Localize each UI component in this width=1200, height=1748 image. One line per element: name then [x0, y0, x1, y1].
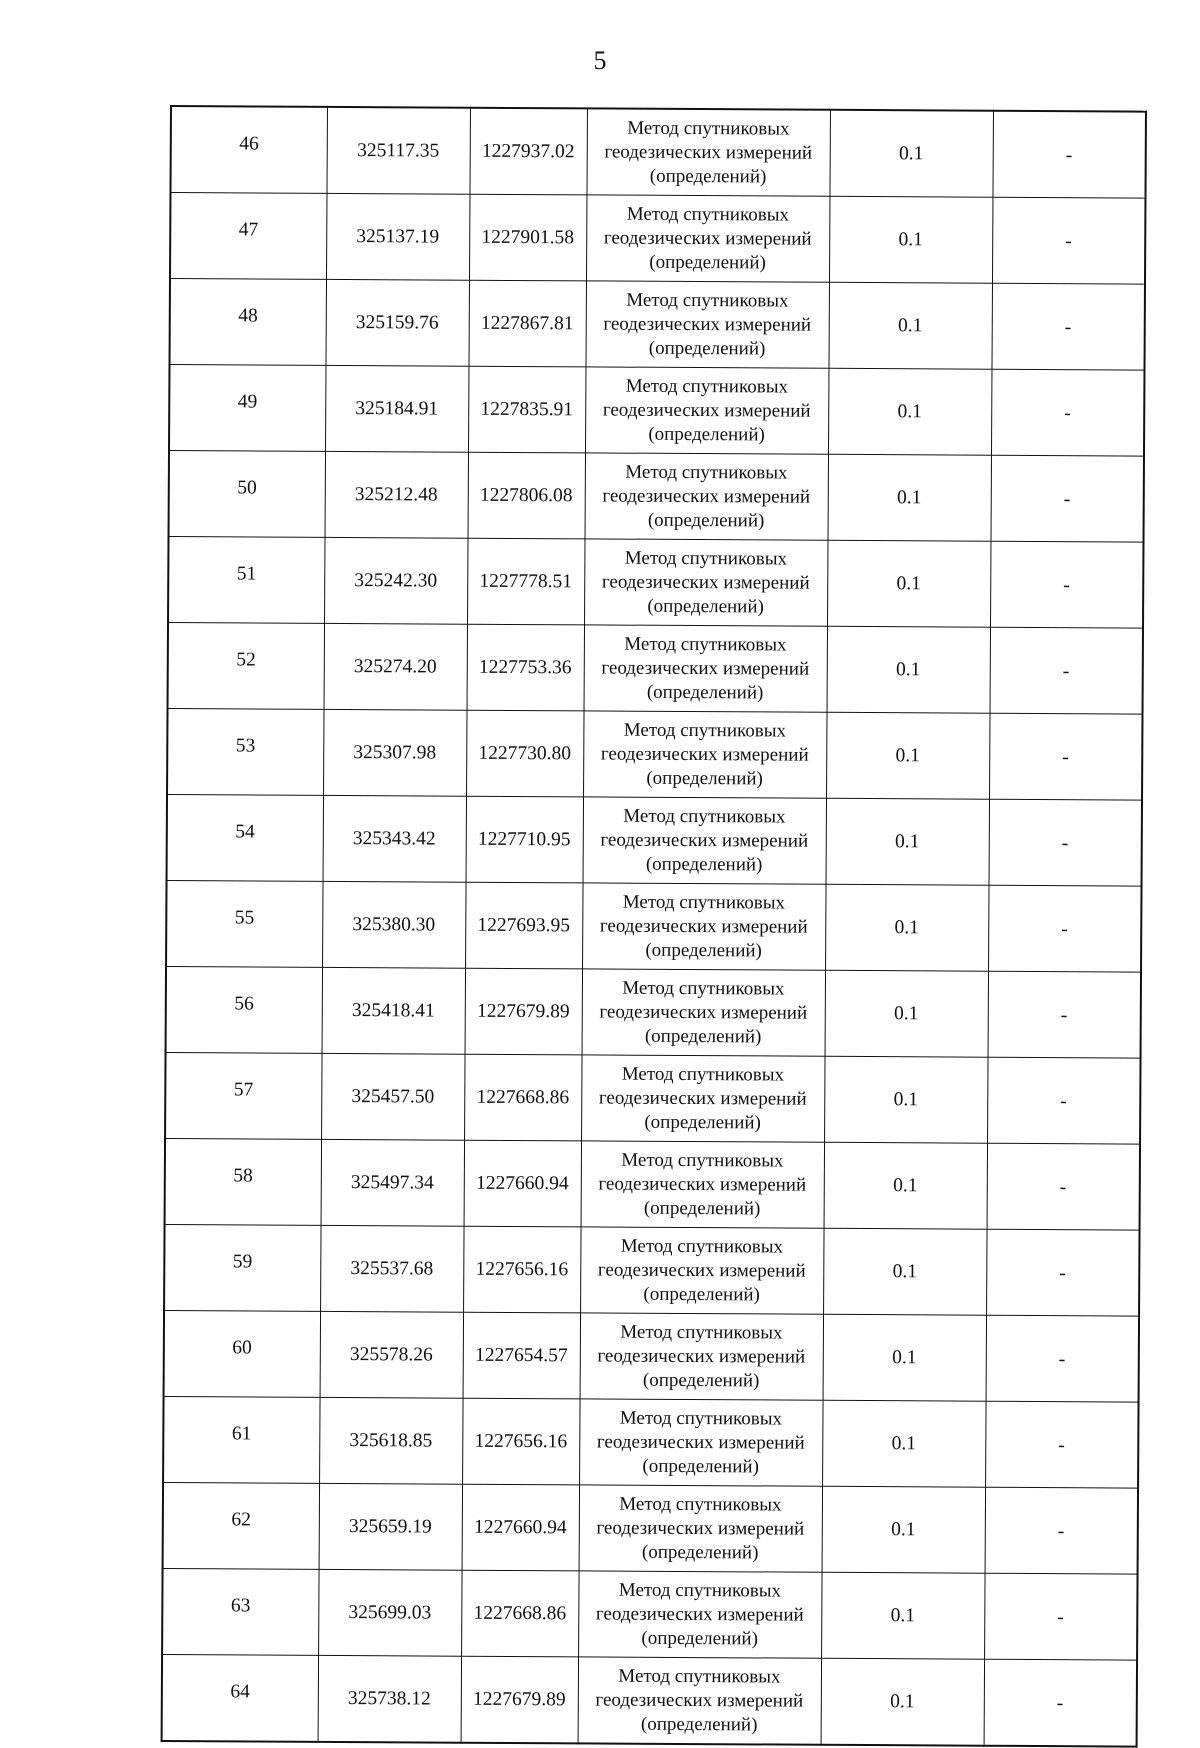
method-cell	[585, 281, 828, 368]
method-line-1: Метод спутниковых	[620, 1321, 783, 1344]
method-cell	[578, 1571, 821, 1658]
y-coordinate-cell: 1227654.57	[463, 1312, 580, 1399]
method-line-1: Метод спутниковых	[624, 633, 787, 656]
x-coordinate-cell: 325497.34	[321, 1139, 464, 1226]
coordinates-table	[161, 105, 1147, 1748]
x-coordinate-cell: 325184.91	[325, 365, 468, 452]
page-number: 5	[593, 46, 607, 75]
x-coordinate-cell: 325699.03	[318, 1569, 461, 1656]
x-coordinate-cell: 325738.12	[318, 1655, 461, 1742]
x-coordinate-cell: 325307.98	[323, 709, 466, 796]
accuracy-cell: 0.1	[823, 1228, 986, 1315]
table-row	[163, 1396, 1138, 1488]
method-cell	[578, 1657, 821, 1745]
y-coordinate-cell: 1227656.16	[463, 1226, 580, 1313]
method-line-2: геодезических измерений	[597, 1344, 806, 1368]
method-line-1: Метод спутниковых	[623, 719, 787, 742]
method-line-1: Метод спутниковых	[621, 1149, 784, 1172]
y-coordinate-cell: 1227679.89	[465, 968, 582, 1055]
x-coordinate-cell: 325159.76	[326, 279, 469, 366]
x-coordinate-cell: 325618.85	[319, 1397, 462, 1484]
accuracy-cell: 0.1	[827, 626, 990, 713]
x-coordinate-cell: 325578.26	[320, 1311, 463, 1398]
y-coordinate-cell: 1227753.36	[467, 624, 584, 711]
method-line-2: геодезических измерений	[597, 1258, 806, 1282]
y-coordinate-cell: 1227806.08	[468, 452, 585, 539]
method-line-2: геодезических измерений	[596, 1516, 805, 1540]
accuracy-cell: 0.1	[825, 970, 988, 1057]
point-number-cell: 54	[167, 794, 323, 881]
method-line-3: (определений)	[645, 853, 763, 875]
table-row	[170, 193, 1145, 285]
table-row	[165, 1052, 1140, 1144]
method-cell	[586, 108, 829, 196]
accuracy-cell: 0.1	[828, 282, 991, 369]
method-line-1: Метод спутниковых	[625, 375, 789, 398]
x-coordinate-cell: 325659.19	[319, 1483, 462, 1570]
method-cell	[581, 1055, 824, 1142]
table-row	[165, 1138, 1140, 1230]
method-line-2: геодезических измерений	[601, 656, 810, 680]
table-row	[162, 1654, 1137, 1746]
table-row	[167, 708, 1142, 800]
method-line-3: (определений)	[640, 1713, 758, 1735]
method-line-2: геодезических измерений	[602, 484, 811, 508]
y-coordinate-cell: 1227656.16	[462, 1398, 579, 1485]
point-number-cell: 64	[162, 1654, 318, 1741]
method-line-1: Метод спутниковых	[620, 1235, 784, 1258]
x-coordinate-cell: 325117.35	[326, 107, 469, 194]
method-cell	[579, 1485, 822, 1572]
y-coordinate-cell: 1227660.94	[462, 1484, 579, 1571]
note-cell: -	[986, 1229, 1139, 1316]
method-line-2: геодезических измерений	[595, 1602, 804, 1626]
table-row	[169, 365, 1144, 457]
method-line-2: геодезических измерений	[602, 398, 811, 422]
accuracy-cell: 0.1	[827, 540, 990, 627]
accuracy-cell: 0.1	[822, 1486, 985, 1573]
x-coordinate-cell: 325457.50	[321, 1053, 464, 1140]
method-line-2: геодезических измерений	[595, 1688, 804, 1712]
note-cell: -	[984, 1659, 1137, 1746]
note-cell: -	[991, 283, 1144, 370]
accuracy-cell: 0.1	[828, 368, 991, 455]
table-row	[166, 880, 1141, 972]
method-cell	[585, 453, 828, 540]
point-number-cell: 59	[164, 1224, 320, 1311]
point-number-cell: 58	[165, 1138, 321, 1225]
y-coordinate-cell: 1227867.81	[469, 280, 586, 367]
table-row	[168, 536, 1143, 628]
method-line-2: геодезических измерений	[600, 742, 809, 766]
method-line-3: (определений)	[644, 1111, 761, 1133]
method-line-2: геодезических измерений	[603, 312, 812, 336]
point-number-cell: 51	[168, 536, 324, 623]
point-number-cell: 55	[166, 880, 322, 967]
table-row	[169, 451, 1144, 543]
point-number-cell: 50	[169, 451, 325, 538]
coordinates-table-wrap	[161, 105, 1147, 1748]
method-line-3: (определений)	[642, 1369, 760, 1391]
table-body	[162, 106, 1146, 1747]
method-line-3: (определений)	[645, 939, 762, 961]
method-line-3: (определений)	[646, 681, 764, 703]
note-cell: -	[990, 627, 1143, 714]
table-row	[167, 794, 1142, 886]
y-coordinate-cell: 1227778.51	[467, 538, 584, 625]
method-line-2: геодезических измерений	[599, 1000, 808, 1024]
accuracy-cell: 0.1	[826, 798, 989, 885]
method-line-1: Метод спутниковых	[626, 203, 790, 226]
method-line-1: Метод спутниковых	[622, 977, 785, 1000]
x-coordinate-cell: 325380.30	[322, 881, 465, 968]
point-number-cell: 48	[170, 279, 326, 366]
y-coordinate-cell: 1227937.02	[469, 108, 586, 195]
method-line-1: Метод спутниковых	[627, 117, 790, 140]
note-cell: -	[989, 713, 1142, 800]
table-row	[162, 1568, 1137, 1660]
method-line-2: геодезических измерений	[600, 828, 809, 852]
method-cell	[579, 1399, 822, 1486]
accuracy-cell: 0.1	[824, 1056, 987, 1143]
y-coordinate-cell: 1227668.86	[464, 1054, 581, 1141]
x-coordinate-cell: 325274.20	[324, 623, 467, 710]
method-cell	[585, 367, 828, 454]
accuracy-cell: 0.1	[825, 884, 988, 971]
y-coordinate-cell: 1227668.86	[461, 1570, 578, 1657]
method-line-3: (определений)	[644, 1025, 762, 1047]
point-number-cell: 62	[163, 1482, 319, 1569]
method-cell	[582, 969, 825, 1056]
method-line-3: (определений)	[648, 337, 766, 359]
point-number-cell: 61	[163, 1396, 319, 1483]
method-line-3: (определений)	[648, 423, 765, 445]
note-cell: -	[988, 885, 1141, 972]
note-cell: -	[990, 541, 1143, 628]
method-line-3: (определений)	[642, 1455, 759, 1477]
method-cell	[583, 711, 826, 798]
method-line-1: Метод спутниковых	[623, 805, 786, 828]
x-coordinate-cell: 325537.68	[320, 1225, 463, 1312]
method-line-1: Метод спутниковых	[621, 1063, 785, 1086]
method-line-3: (определений)	[643, 1197, 761, 1219]
table-row	[164, 1310, 1139, 1402]
x-coordinate-cell: 325418.41	[322, 967, 465, 1054]
method-line-2: геодезических измерений	[596, 1430, 805, 1454]
method-line-3: (определений)	[647, 595, 764, 617]
point-number-cell: 63	[162, 1568, 318, 1655]
x-coordinate-cell: 325137.19	[326, 193, 469, 280]
method-line-2: геодезических измерений	[598, 1172, 807, 1196]
method-line-2: геодезических измерений	[604, 141, 813, 164]
point-number-cell: 53	[167, 708, 323, 795]
table-row	[170, 106, 1145, 198]
y-coordinate-cell: 1227730.80	[466, 710, 583, 797]
method-line-1: Метод спутниковых	[622, 891, 786, 914]
method-line-1: Метод спутниковых	[624, 547, 788, 570]
point-number-cell: 57	[165, 1052, 321, 1139]
method-line-2: геодезических измерений	[603, 227, 812, 250]
accuracy-cell: 0.1	[828, 454, 991, 541]
table-row	[163, 1482, 1138, 1574]
method-cell	[581, 1141, 824, 1228]
method-line-1: Метод спутниковых	[618, 1665, 781, 1688]
accuracy-cell: 0.1	[822, 1400, 985, 1487]
method-line-3: (определений)	[643, 1283, 760, 1305]
method-cell	[583, 797, 826, 884]
method-cell	[580, 1227, 823, 1314]
note-cell: -	[988, 971, 1141, 1058]
accuracy-cell: 0.1	[826, 712, 989, 799]
table-row	[166, 966, 1141, 1058]
point-number-cell: 56	[166, 966, 322, 1053]
method-line-3: (определений)	[649, 251, 766, 273]
accuracy-cell: 0.1	[821, 1572, 984, 1659]
method-line-3: (определений)	[641, 1627, 759, 1649]
note-cell: -	[987, 1143, 1140, 1230]
method-cell	[586, 195, 829, 282]
method-cell	[582, 883, 825, 970]
y-coordinate-cell: 1227693.95	[465, 882, 582, 969]
accuracy-cell: 0.1	[823, 1314, 986, 1401]
y-coordinate-cell: 1227901.58	[469, 194, 586, 281]
method-line-2: геодезических измерений	[601, 570, 810, 594]
method-line-3: (определений)	[647, 509, 765, 531]
note-cell: -	[984, 1573, 1137, 1660]
x-coordinate-cell: 325242.30	[324, 537, 467, 624]
point-number-cell: 52	[168, 622, 324, 709]
accuracy-cell: 0.1	[824, 1142, 987, 1229]
method-line-1: Метод спутниковых	[625, 461, 788, 484]
point-number-cell: 60	[164, 1310, 320, 1397]
note-cell: -	[987, 1057, 1140, 1144]
method-line-1: Метод спутниковых	[619, 1407, 783, 1430]
method-line-1: Метод спутниковых	[619, 1493, 782, 1516]
method-cell	[584, 539, 827, 626]
method-line-2: геодезических измерений	[598, 1086, 807, 1110]
method-line-1: Метод спутниковых	[626, 289, 789, 312]
table-row	[164, 1224, 1139, 1316]
note-cell: -	[985, 1401, 1138, 1488]
method-line-2: геодезических измерений	[599, 914, 808, 938]
method-line-1: Метод спутниковых	[618, 1579, 782, 1602]
table-row	[170, 279, 1145, 371]
y-coordinate-cell: 1227710.95	[466, 796, 583, 883]
note-cell: -	[991, 369, 1144, 456]
accuracy-cell: 0.1	[829, 196, 992, 283]
method-line-3: (определений)	[646, 767, 763, 789]
note-cell: -	[991, 455, 1144, 542]
y-coordinate-cell: 1227835.91	[468, 366, 585, 453]
accuracy-cell: 0.1	[829, 110, 992, 197]
point-number-cell: 46	[170, 106, 326, 193]
method-cell	[580, 1313, 823, 1400]
method-cell	[584, 625, 827, 712]
note-cell: -	[992, 197, 1145, 284]
method-line-3: (определений)	[649, 165, 767, 187]
point-number-cell: 47	[170, 193, 326, 280]
note-cell: -	[985, 1487, 1138, 1574]
table-row	[168, 622, 1143, 714]
x-coordinate-cell: 325212.48	[325, 451, 468, 538]
point-number-cell: 49	[169, 365, 325, 452]
note-cell: -	[992, 111, 1145, 198]
x-coordinate-cell: 325343.42	[323, 795, 466, 882]
y-coordinate-cell: 1227679.89	[461, 1656, 578, 1743]
y-coordinate-cell: 1227660.94	[464, 1140, 581, 1227]
accuracy-cell: 0.1	[821, 1658, 984, 1745]
note-cell: -	[989, 799, 1142, 886]
note-cell: -	[986, 1315, 1139, 1402]
method-line-3: (определений)	[641, 1541, 759, 1563]
